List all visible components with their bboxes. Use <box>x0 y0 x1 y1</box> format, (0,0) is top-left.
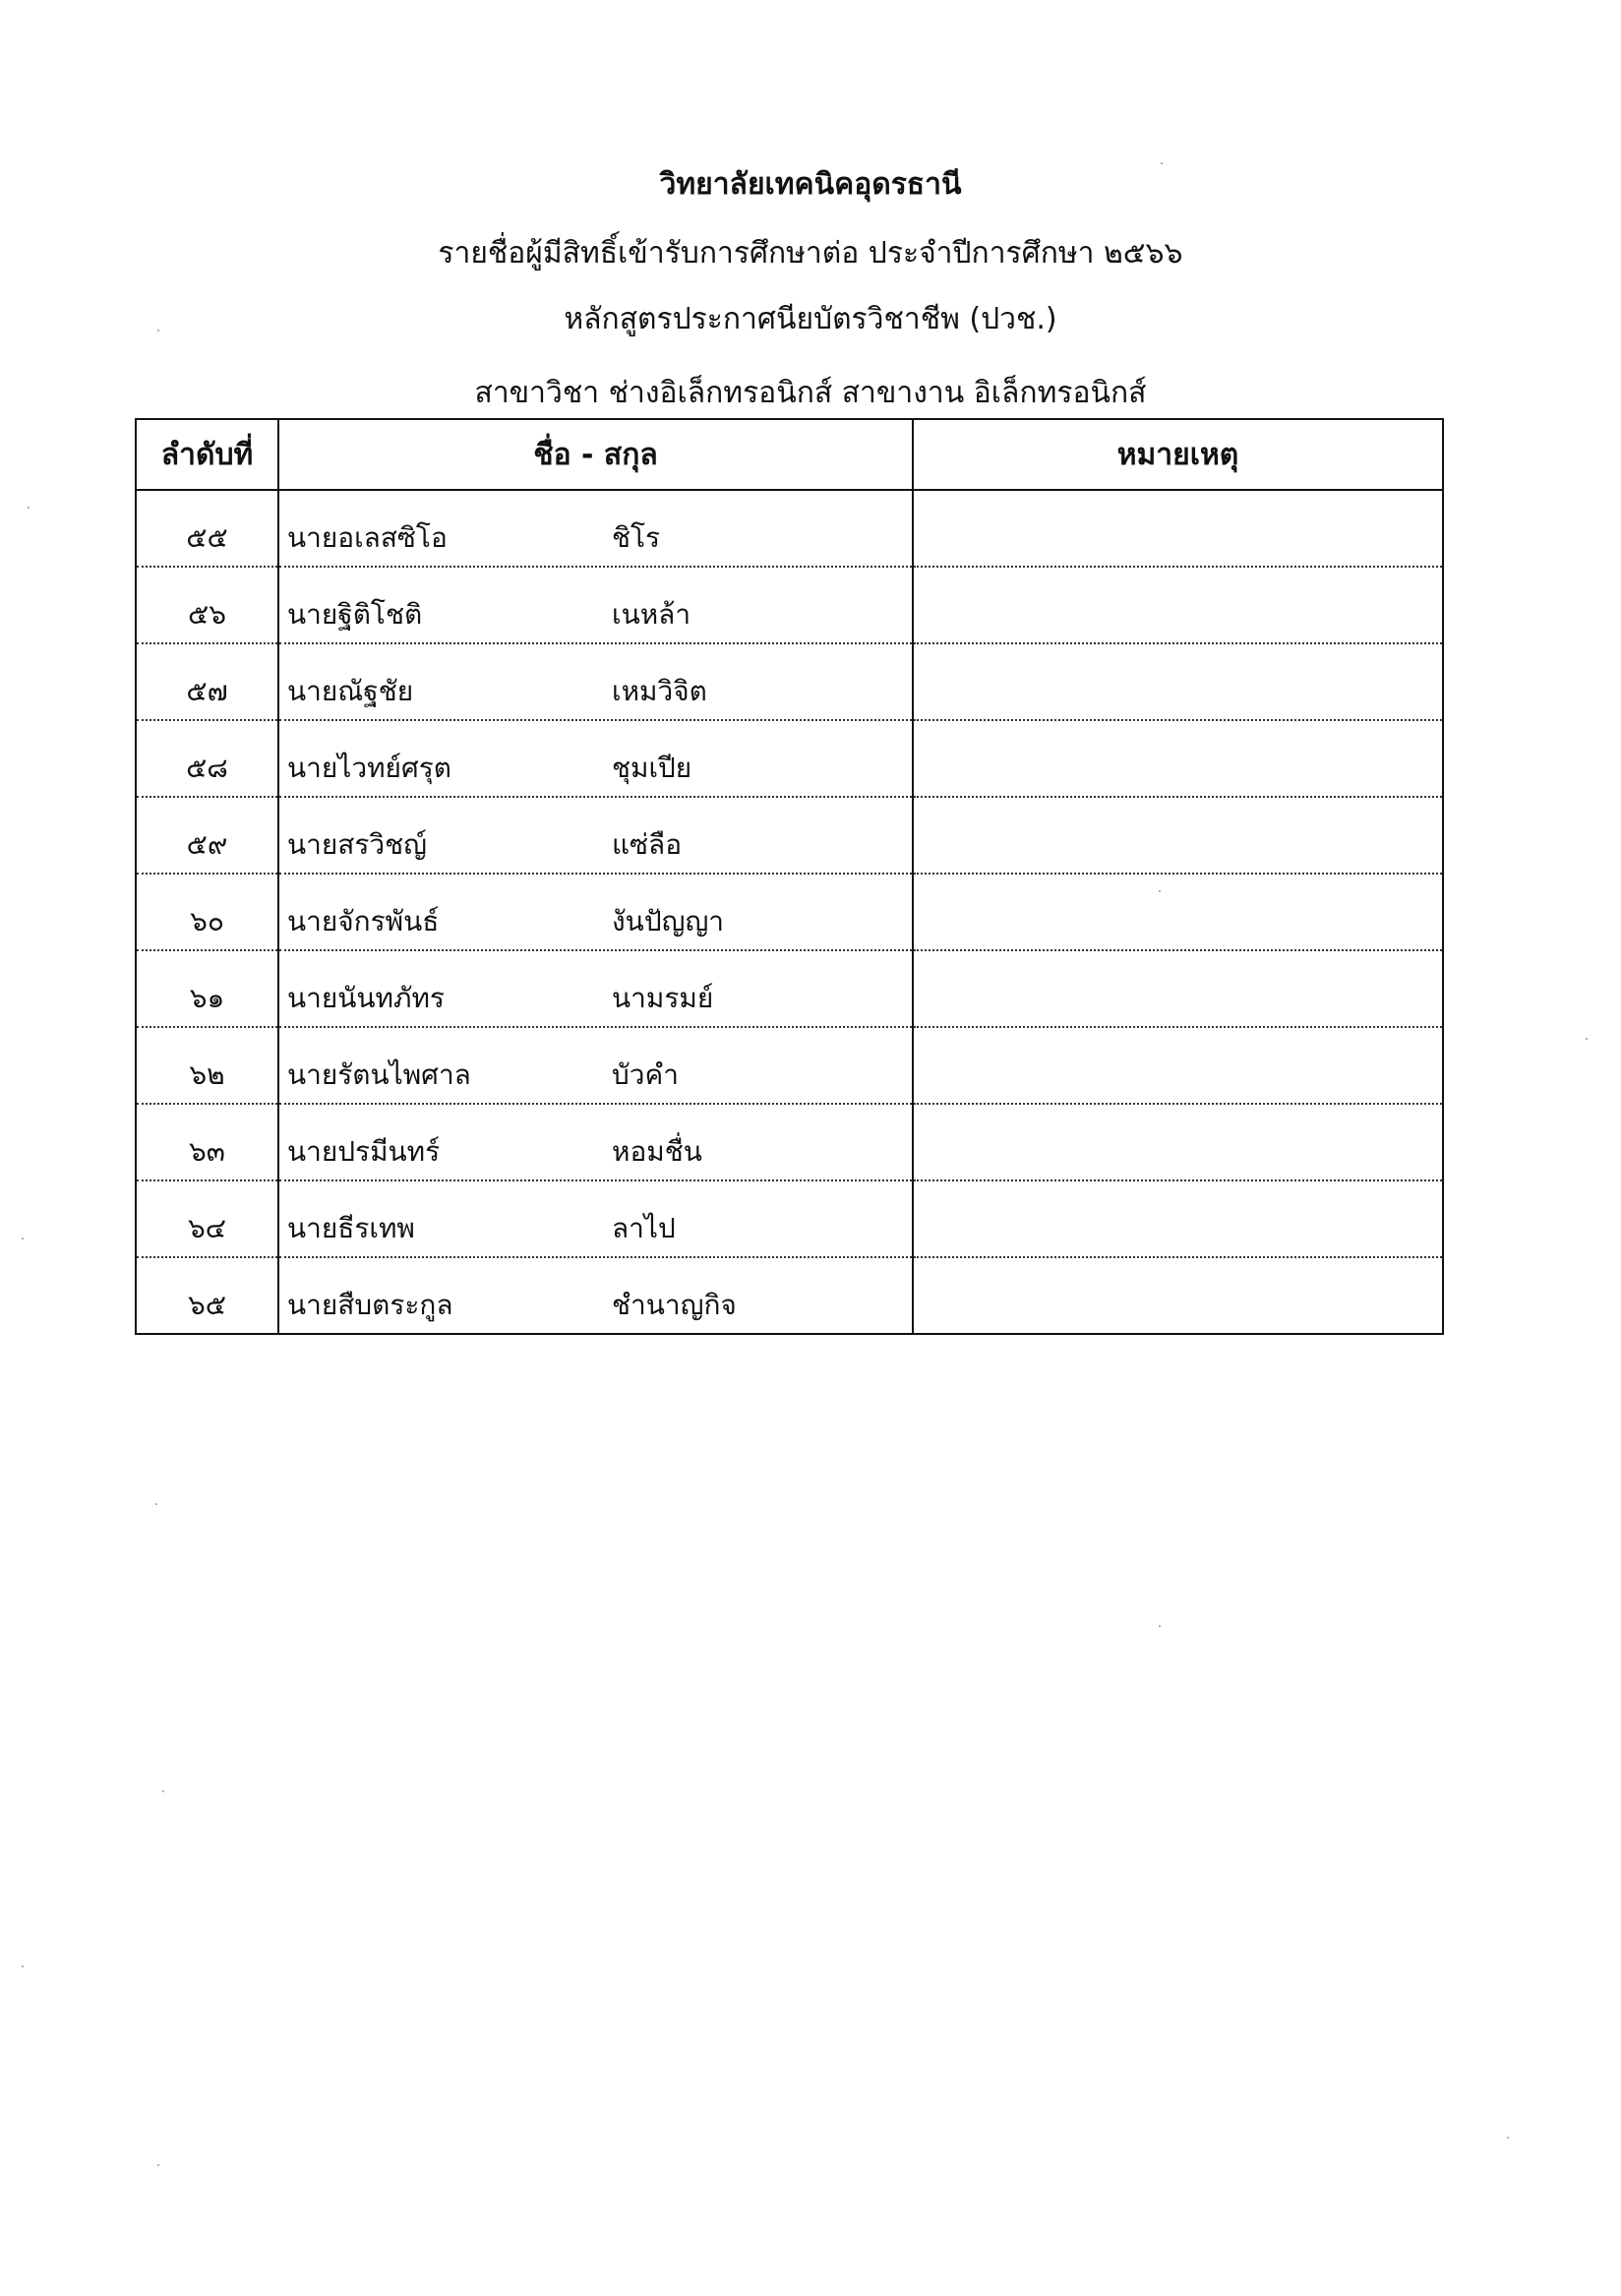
table-row <box>136 797 1443 874</box>
first-name: นายสืบตระกูล <box>287 1289 453 1321</box>
table-row <box>136 950 1443 1027</box>
first-name: นายนันทภัทร <box>287 982 445 1014</box>
first-name: นายธีรเทพ <box>287 1212 415 1244</box>
row-number: ๕๗ <box>136 643 278 720</box>
scan-speck <box>157 330 159 332</box>
column-header-name: ชื่อ - สกุล <box>278 419 913 490</box>
first-name: นายฐิติโชติ <box>287 598 423 631</box>
full-name-cell <box>278 1257 913 1334</box>
last-name: บัวคำ <box>612 1058 679 1091</box>
table-row <box>136 720 1443 797</box>
first-name: นายจักรพันธ์ <box>287 905 440 937</box>
document-subtitle: รายชื่อผู้มีสิทธิ์เข้ารับการศึกษาต่อ ประจำปีการศึกษา ๒๕๖๖ <box>438 236 1183 271</box>
program-line: หลักสูตรประกาศนียบัตรวิชาชีพ (ปวช.) <box>564 302 1057 336</box>
full-name-cell <box>278 643 913 720</box>
scan-speck <box>1159 890 1161 892</box>
full-name-cell <box>278 1104 913 1180</box>
first-name: นายไวทย์ศรุต <box>287 752 451 784</box>
last-name: หอมชื่น <box>612 1135 702 1168</box>
row-number: ๕๕ <box>136 490 278 567</box>
scan-speck <box>157 2164 159 2166</box>
table-row <box>136 643 1443 720</box>
scan-speck <box>1161 162 1163 164</box>
note-cell <box>913 797 1443 874</box>
last-name: แซ่ลือ <box>612 828 683 861</box>
row-number: ๖๐ <box>136 874 278 950</box>
table-row <box>136 1180 1443 1257</box>
first-name: นายรัตนไพศาล <box>287 1058 471 1091</box>
table-row <box>136 1257 1443 1334</box>
table-row <box>136 490 1443 567</box>
last-name: นามรมย์ <box>612 982 714 1014</box>
note-cell <box>913 1027 1443 1104</box>
row-number: ๖๓ <box>136 1104 278 1180</box>
scan-speck <box>1507 2137 1509 2139</box>
scan-speck <box>155 1503 157 1505</box>
note-cell <box>913 950 1443 1027</box>
full-name-cell <box>278 874 913 950</box>
note-cell <box>913 1104 1443 1180</box>
full-name-cell <box>278 797 913 874</box>
full-name-cell <box>278 720 913 797</box>
note-cell <box>913 490 1443 567</box>
last-name: ชิโร <box>612 521 661 554</box>
first-name: นายอเลสซิโอ <box>287 521 448 554</box>
table-body <box>136 490 1443 1334</box>
table-row <box>136 1027 1443 1104</box>
note-cell <box>913 567 1443 643</box>
table-row <box>136 874 1443 950</box>
last-name: งันปัญญา <box>612 905 725 937</box>
document-title: วิทยาลัยเทคนิคอุดรธานี <box>659 167 962 202</box>
major-line: สาขาวิชา ช่างอิเล็กทรอนิกส์ สาขางาน อิเล็กทรอนิกส์ <box>474 376 1147 410</box>
row-number: ๕๙ <box>136 797 278 874</box>
note-cell <box>913 1180 1443 1257</box>
row-number: ๖๑ <box>136 950 278 1027</box>
row-number: ๖๔ <box>136 1180 278 1257</box>
table-row <box>136 1104 1443 1180</box>
scan-speck <box>28 507 30 509</box>
last-name: เนหล้า <box>612 598 691 631</box>
row-number: ๕๖ <box>136 567 278 643</box>
row-number: ๖๕ <box>136 1257 278 1334</box>
column-header-note: หมายเหตุ <box>913 419 1443 490</box>
last-name: ลาไป <box>612 1212 676 1244</box>
note-cell <box>913 874 1443 950</box>
scan-speck <box>1159 1625 1161 1627</box>
row-number: ๖๒ <box>136 1027 278 1104</box>
full-name-cell <box>278 1180 913 1257</box>
note-cell <box>913 720 1443 797</box>
scan-speck <box>22 1965 24 1967</box>
last-name: ชำนาญกิจ <box>612 1289 737 1321</box>
last-name: เหมวิจิต <box>612 675 707 707</box>
first-name: นายปรมีนทร์ <box>287 1135 441 1168</box>
full-name-cell <box>278 1027 913 1104</box>
first-name: นายสรวิชญ์ <box>287 828 427 861</box>
note-cell <box>913 1257 1443 1334</box>
first-name: นายณัฐชัย <box>287 675 414 707</box>
scan-speck <box>1586 1038 1588 1040</box>
full-name-cell <box>278 490 913 567</box>
scan-speck <box>22 1238 24 1239</box>
full-name-cell <box>278 950 913 1027</box>
note-cell <box>913 643 1443 720</box>
table-header-row <box>136 419 1443 490</box>
table-row <box>136 567 1443 643</box>
column-header-number: ลำดับที่ <box>136 419 278 490</box>
row-number: ๕๘ <box>136 720 278 797</box>
scan-speck <box>162 1790 164 1792</box>
last-name: ชุมเปีย <box>612 752 692 784</box>
student-roster-table <box>135 418 1444 1335</box>
full-name-cell <box>278 567 913 643</box>
